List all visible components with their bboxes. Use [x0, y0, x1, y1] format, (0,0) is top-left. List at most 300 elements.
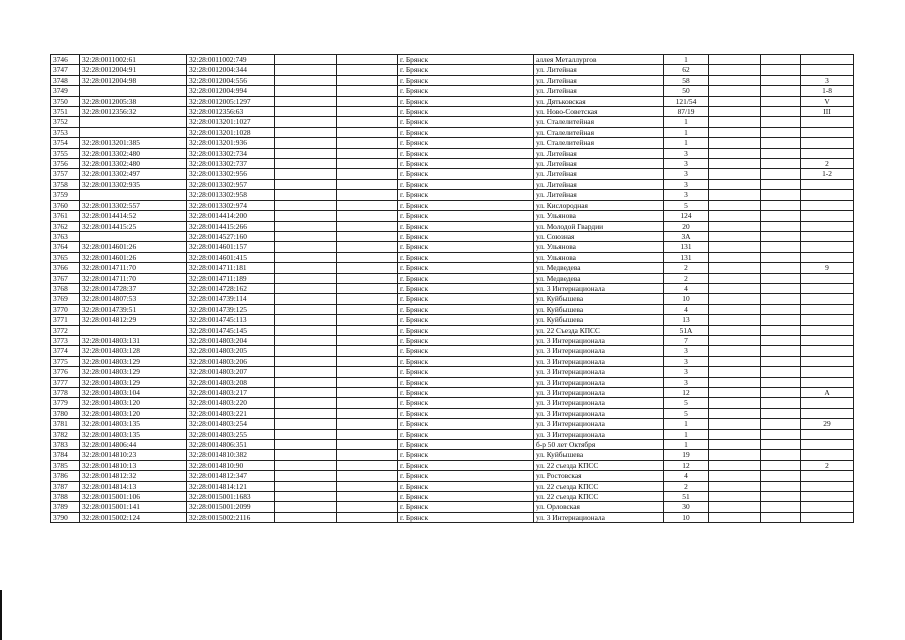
table-row [51, 263, 854, 273]
apartment-cell: 2 [801, 460, 854, 470]
empty-cell [761, 377, 801, 387]
street-cell: б-р 50 лет Октября [534, 440, 664, 450]
building-cadastral-number-cell: 32:28:0013201:1027 [187, 117, 275, 127]
empty-cell [761, 388, 801, 398]
table-row [51, 325, 854, 335]
house-number-cell: 3 [664, 159, 709, 169]
house-number-cell: 10 [664, 294, 709, 304]
apartment-cell [801, 325, 854, 335]
building-cadastral-number-cell: 32:28:0014745:113 [187, 315, 275, 325]
empty-cell [709, 190, 761, 200]
street-cell: ул. 3 Интернационала [534, 398, 664, 408]
street-cell: ул. 22 съезда КПСС [534, 460, 664, 470]
land-cadastral-number-cell: 32:28:0014711:70 [80, 273, 187, 283]
street-cell: ул. 3 Интернационала [534, 429, 664, 439]
table-row [51, 159, 854, 169]
table-row [51, 148, 854, 158]
empty-cell [761, 346, 801, 356]
empty-cell [761, 304, 801, 314]
city-cell: г. Брянск [398, 148, 534, 158]
table-row [51, 450, 854, 460]
apartment-cell [801, 481, 854, 491]
land-cadastral-number-cell: 32:28:0014739:51 [80, 304, 187, 314]
land-cadastral-number-cell: 32:28:0013302:935 [80, 179, 187, 189]
empty-cell [761, 75, 801, 85]
row-number-cell: 3787 [51, 481, 80, 491]
apartment-cell [801, 429, 854, 439]
building-cadastral-number-cell: 32:28:0014415:266 [187, 221, 275, 231]
empty-cell [337, 471, 398, 481]
empty-cell [337, 55, 398, 65]
apartment-cell [801, 356, 854, 366]
apartment-cell [801, 221, 854, 231]
empty-cell [337, 283, 398, 293]
empty-cell [337, 502, 398, 512]
house-number-cell: 1 [664, 55, 709, 65]
street-cell: ул. Медведева [534, 273, 664, 283]
apartment-cell [801, 398, 854, 408]
empty-cell [761, 221, 801, 231]
empty-cell [337, 263, 398, 273]
empty-cell [337, 86, 398, 96]
row-number-cell: 3753 [51, 127, 80, 137]
empty-cell [709, 419, 761, 429]
empty-cell [275, 492, 337, 502]
building-cadastral-number-cell: 32:28:0014810:90 [187, 460, 275, 470]
table-row [51, 221, 854, 231]
empty-cell [275, 450, 337, 460]
empty-cell [709, 377, 761, 387]
address-register-table [50, 54, 854, 523]
city-cell: г. Брянск [398, 315, 534, 325]
empty-cell [275, 86, 337, 96]
house-number-cell: 3 [664, 367, 709, 377]
house-number-cell: 50 [664, 86, 709, 96]
building-cadastral-number-cell: 32:28:0014739:114 [187, 294, 275, 304]
empty-cell [337, 242, 398, 252]
street-cell: ул. Литейная [534, 190, 664, 200]
table-row [51, 460, 854, 470]
apartment-cell: 2 [801, 159, 854, 169]
empty-cell [761, 65, 801, 75]
empty-cell [275, 138, 337, 148]
table-row [51, 65, 854, 75]
apartment-cell [801, 273, 854, 283]
street-cell: ул. 22 Съезда КПСС [534, 325, 664, 335]
house-number-cell: 3 [664, 148, 709, 158]
row-number-cell: 3759 [51, 190, 80, 200]
table-row [51, 273, 854, 283]
building-cadastral-number-cell: 32:28:0014728:162 [187, 283, 275, 293]
city-cell: г. Брянск [398, 325, 534, 335]
empty-cell [275, 75, 337, 85]
empty-cell [275, 190, 337, 200]
house-number-cell: 13 [664, 315, 709, 325]
building-cadastral-number-cell: 32:28:0015001:1683 [187, 492, 275, 502]
street-cell: ул. Литейная [534, 169, 664, 179]
empty-cell [337, 315, 398, 325]
city-cell: г. Брянск [398, 294, 534, 304]
apartment-cell [801, 211, 854, 221]
house-number-cell: 3А [664, 231, 709, 241]
city-cell: г. Брянск [398, 346, 534, 356]
empty-cell [337, 398, 398, 408]
house-number-cell: 1 [664, 440, 709, 450]
street-cell: ул. Ульянова [534, 211, 664, 221]
row-number-cell: 3781 [51, 419, 80, 429]
empty-cell [709, 273, 761, 283]
empty-cell [761, 86, 801, 96]
row-number-cell: 3789 [51, 502, 80, 512]
empty-cell [709, 263, 761, 273]
city-cell: г. Брянск [398, 429, 534, 439]
house-number-cell: 2 [664, 263, 709, 273]
city-cell: г. Брянск [398, 377, 534, 387]
street-cell: ул. 22 съезда КПСС [534, 481, 664, 491]
apartment-cell [801, 304, 854, 314]
house-number-cell: 121/54 [664, 96, 709, 106]
empty-cell [337, 408, 398, 418]
row-number-cell: 3776 [51, 367, 80, 377]
house-number-cell: 19 [664, 450, 709, 460]
city-cell: г. Брянск [398, 460, 534, 470]
empty-cell [275, 346, 337, 356]
street-cell: аллея Металлургов [534, 55, 664, 65]
land-cadastral-number-cell: 32:28:0013302:497 [80, 169, 187, 179]
city-cell: г. Брянск [398, 283, 534, 293]
house-number-cell: 7 [664, 335, 709, 345]
house-number-cell: 20 [664, 221, 709, 231]
row-number-cell: 3766 [51, 263, 80, 273]
empty-cell [275, 440, 337, 450]
city-cell: г. Брянск [398, 86, 534, 96]
empty-cell [709, 398, 761, 408]
empty-cell [337, 138, 398, 148]
city-cell: г. Брянск [398, 159, 534, 169]
city-cell: г. Брянск [398, 190, 534, 200]
city-cell: г. Брянск [398, 169, 534, 179]
empty-cell [337, 367, 398, 377]
house-number-cell: 131 [664, 242, 709, 252]
empty-cell [761, 283, 801, 293]
row-number-cell: 3770 [51, 304, 80, 314]
land-cadastral-number-cell: 32:28:0012004:98 [80, 75, 187, 85]
empty-cell [761, 325, 801, 335]
land-cadastral-number-cell: 32:28:0014803:129 [80, 356, 187, 366]
empty-cell [337, 492, 398, 502]
city-cell: г. Брянск [398, 96, 534, 106]
street-cell: ул. Литейная [534, 148, 664, 158]
table-row [51, 179, 854, 189]
house-number-cell: 10 [664, 512, 709, 522]
empty-cell [709, 304, 761, 314]
land-cadastral-number-cell: 32:28:0013302:480 [80, 148, 187, 158]
empty-cell [709, 127, 761, 137]
house-number-cell: 124 [664, 211, 709, 221]
land-cadastral-number-cell: 32:28:0014601:26 [80, 252, 187, 262]
building-cadastral-number-cell: 32:28:0013302:734 [187, 148, 275, 158]
empty-cell [275, 304, 337, 314]
table-row [51, 419, 854, 429]
empty-cell [709, 294, 761, 304]
apartment-cell [801, 502, 854, 512]
city-cell: г. Брянск [398, 367, 534, 377]
building-cadastral-number-cell: 32:28:0015001:2099 [187, 502, 275, 512]
empty-cell [761, 190, 801, 200]
row-number-cell: 3749 [51, 86, 80, 96]
empty-cell [761, 460, 801, 470]
street-cell: ул. Литейная [534, 159, 664, 169]
empty-cell [337, 450, 398, 460]
empty-cell [275, 107, 337, 117]
building-cadastral-number-cell: 32:28:0014814:121 [187, 481, 275, 491]
empty-cell [709, 492, 761, 502]
empty-cell [275, 315, 337, 325]
city-cell: г. Брянск [398, 419, 534, 429]
empty-cell [337, 481, 398, 491]
row-number-cell: 3757 [51, 169, 80, 179]
house-number-cell: 51 [664, 492, 709, 502]
empty-cell [275, 408, 337, 418]
row-number-cell: 3771 [51, 315, 80, 325]
empty-cell [275, 159, 337, 169]
row-number-cell: 3782 [51, 429, 80, 439]
street-cell: ул. 3 Интернационала [534, 419, 664, 429]
empty-cell [709, 86, 761, 96]
empty-cell [761, 367, 801, 377]
empty-cell [761, 117, 801, 127]
land-cadastral-number-cell: 32:28:0014803:120 [80, 398, 187, 408]
row-number-cell: 3765 [51, 252, 80, 262]
building-cadastral-number-cell: 32:28:0014745:145 [187, 325, 275, 335]
empty-cell [275, 242, 337, 252]
building-cadastral-number-cell: 32:28:0015002:2116 [187, 512, 275, 522]
table-row [51, 492, 854, 502]
street-cell: ул. Куйбышева [534, 450, 664, 460]
row-number-cell: 3790 [51, 512, 80, 522]
apartment-cell [801, 117, 854, 127]
city-cell: г. Брянск [398, 471, 534, 481]
row-number-cell: 3748 [51, 75, 80, 85]
apartment-cell [801, 440, 854, 450]
empty-cell [709, 408, 761, 418]
apartment-cell [801, 335, 854, 345]
house-number-cell: 4 [664, 304, 709, 314]
building-cadastral-number-cell: 32:28:0013302:957 [187, 179, 275, 189]
street-cell: ул. Куйбышева [534, 315, 664, 325]
house-number-cell: 4 [664, 283, 709, 293]
table-row [51, 96, 854, 106]
empty-cell [337, 127, 398, 137]
table-row [51, 388, 854, 398]
building-cadastral-number-cell: 32:28:0014806:351 [187, 440, 275, 450]
building-cadastral-number-cell: 32:28:0014711:189 [187, 273, 275, 283]
city-cell: г. Брянск [398, 440, 534, 450]
building-cadastral-number-cell: 32:28:0014810:382 [187, 450, 275, 460]
street-cell: ул. 3 Интернационала [534, 356, 664, 366]
land-cadastral-number-cell: 32:28:0014601:26 [80, 242, 187, 252]
empty-cell [275, 388, 337, 398]
empty-cell [709, 221, 761, 231]
row-number-cell: 3762 [51, 221, 80, 231]
table-row [51, 502, 854, 512]
table-row [51, 356, 854, 366]
house-number-cell: 30 [664, 502, 709, 512]
empty-cell [709, 335, 761, 345]
empty-cell [275, 325, 337, 335]
house-number-cell: 2 [664, 481, 709, 491]
table-row [51, 512, 854, 522]
land-cadastral-number-cell: 32:28:0014812:29 [80, 315, 187, 325]
land-cadastral-number-cell: 32:28:0014812:32 [80, 471, 187, 481]
empty-cell [761, 502, 801, 512]
building-cadastral-number-cell: 32:28:0014803:204 [187, 335, 275, 345]
building-cadastral-number-cell: 32:28:0012356:63 [187, 107, 275, 117]
table-row [51, 200, 854, 210]
empty-cell [275, 460, 337, 470]
building-cadastral-number-cell: 32:28:0011002:749 [187, 55, 275, 65]
row-number-cell: 3775 [51, 356, 80, 366]
empty-cell [275, 179, 337, 189]
empty-cell [337, 325, 398, 335]
row-number-cell: 3752 [51, 117, 80, 127]
empty-cell [337, 294, 398, 304]
land-cadastral-number-cell [80, 325, 187, 335]
empty-cell [275, 502, 337, 512]
table-row [51, 346, 854, 356]
empty-cell [337, 460, 398, 470]
street-cell: ул. Литейная [534, 86, 664, 96]
land-cadastral-number-cell: 32:28:0011002:61 [80, 55, 187, 65]
city-cell: г. Брянск [398, 221, 534, 231]
empty-cell [761, 159, 801, 169]
empty-cell [709, 325, 761, 335]
city-cell: г. Брянск [398, 127, 534, 137]
empty-cell [761, 107, 801, 117]
city-cell: г. Брянск [398, 55, 534, 65]
empty-cell [709, 211, 761, 221]
empty-cell [275, 169, 337, 179]
empty-cell [761, 481, 801, 491]
empty-cell [337, 179, 398, 189]
street-cell: ул. Сталелитейная [534, 138, 664, 148]
empty-cell [275, 429, 337, 439]
land-cadastral-number-cell: 32:28:0012005:38 [80, 96, 187, 106]
row-number-cell: 3756 [51, 159, 80, 169]
city-cell: г. Брянск [398, 179, 534, 189]
empty-cell [275, 481, 337, 491]
table-row [51, 335, 854, 345]
row-number-cell: 3769 [51, 294, 80, 304]
empty-cell [337, 200, 398, 210]
empty-cell [275, 471, 337, 481]
empty-cell [761, 263, 801, 273]
empty-cell [337, 148, 398, 158]
land-cadastral-number-cell: 32:28:0013302:480 [80, 159, 187, 169]
empty-cell [709, 388, 761, 398]
empty-cell [337, 440, 398, 450]
row-number-cell: 3786 [51, 471, 80, 481]
table-row [51, 242, 854, 252]
apartment-cell [801, 492, 854, 502]
empty-cell [709, 159, 761, 169]
land-cadastral-number-cell: 32:28:0014803:104 [80, 388, 187, 398]
empty-cell [761, 315, 801, 325]
city-cell: г. Брянск [398, 304, 534, 314]
building-cadastral-number-cell: 32:28:0014812:347 [187, 471, 275, 481]
apartment-cell [801, 179, 854, 189]
empty-cell [337, 304, 398, 314]
table-row [51, 398, 854, 408]
street-cell: ул. Литейная [534, 179, 664, 189]
empty-cell [709, 429, 761, 439]
table-row [51, 315, 854, 325]
row-number-cell: 3779 [51, 398, 80, 408]
empty-cell [709, 450, 761, 460]
empty-cell [709, 200, 761, 210]
apartment-cell: V [801, 96, 854, 106]
city-cell: г. Брянск [398, 242, 534, 252]
empty-cell [337, 75, 398, 85]
land-cadastral-number-cell [80, 190, 187, 200]
building-cadastral-number-cell: 32:28:0014601:415 [187, 252, 275, 262]
street-cell: ул. Ульянова [534, 242, 664, 252]
apartment-cell [801, 190, 854, 200]
land-cadastral-number-cell: 32:28:0014810:23 [80, 450, 187, 460]
apartment-cell: 1-8 [801, 86, 854, 96]
building-cadastral-number-cell: 32:28:0014803:208 [187, 377, 275, 387]
empty-cell [761, 211, 801, 221]
house-number-cell: 3 [664, 179, 709, 189]
row-number-cell: 3777 [51, 377, 80, 387]
empty-cell [761, 200, 801, 210]
table-row [51, 304, 854, 314]
street-cell: ул. Кислородная [534, 200, 664, 210]
empty-cell [337, 273, 398, 283]
empty-cell [761, 294, 801, 304]
land-cadastral-number-cell: 32:28:0014803:129 [80, 377, 187, 387]
street-cell: ул. 3 Интернационала [534, 388, 664, 398]
street-cell: ул. Дятьковская [534, 96, 664, 106]
apartment-cell [801, 65, 854, 75]
house-number-cell: 12 [664, 460, 709, 470]
empty-cell [275, 127, 337, 137]
house-number-cell: 3 [664, 377, 709, 387]
empty-cell [337, 211, 398, 221]
row-number-cell: 3750 [51, 96, 80, 106]
table-row [51, 408, 854, 418]
house-number-cell: 87/19 [664, 107, 709, 117]
land-cadastral-number-cell: 32:28:0014803:129 [80, 367, 187, 377]
empty-cell [761, 148, 801, 158]
land-cadastral-number-cell: 32:28:0014810:13 [80, 460, 187, 470]
empty-cell [275, 55, 337, 65]
land-cadastral-number-cell: 32:28:0014803:135 [80, 429, 187, 439]
empty-cell [761, 471, 801, 481]
empty-cell [709, 440, 761, 450]
building-cadastral-number-cell: 32:28:0014803:217 [187, 388, 275, 398]
apartment-cell [801, 377, 854, 387]
house-number-cell: 5 [664, 398, 709, 408]
apartment-cell: 9 [801, 263, 854, 273]
empty-cell [709, 148, 761, 158]
empty-cell [709, 356, 761, 366]
apartment-cell [801, 315, 854, 325]
street-cell: ул. Сталелитейная [534, 117, 664, 127]
street-cell: ул. Медведева [534, 263, 664, 273]
apartment-cell [801, 200, 854, 210]
apartment-cell [801, 55, 854, 65]
